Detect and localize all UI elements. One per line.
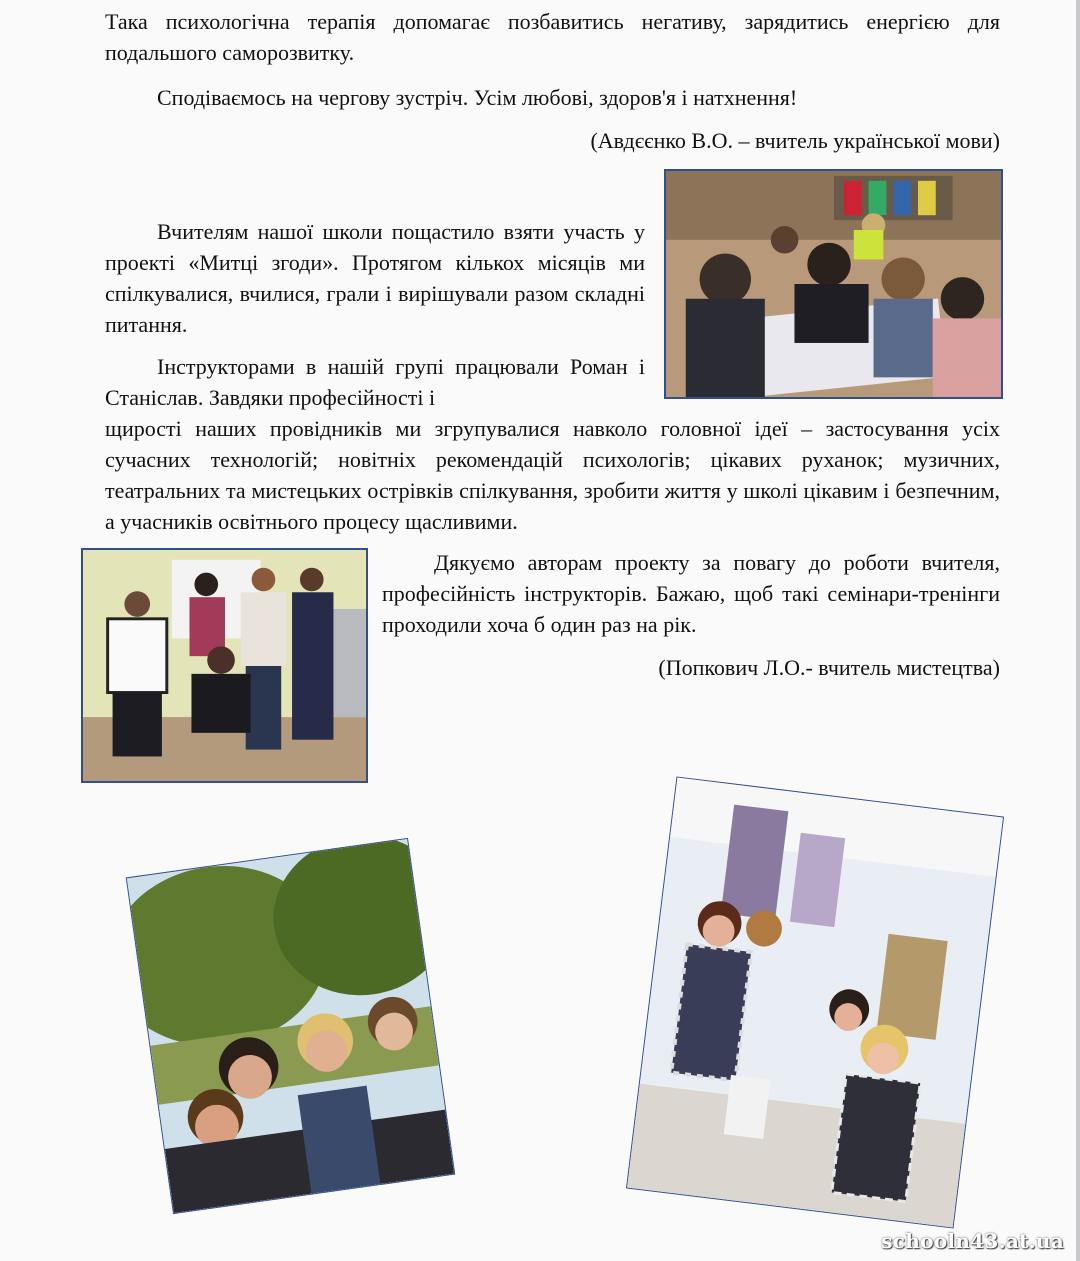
paragraph-instructors-cont: щирості наших провідників ми згрупувалися навколо головної ідеї – застосування усіх сучасних технологій; новітніх рекомендацій психологів; цікавих руханок; музичних, театральних та мистецьких острівків спілкування, зробити життя у школі цікавим і безпечним, а учасників освітнього процесу щасливими. [105,416,1000,534]
signature-popkovych: (Попкович Л.О.- вчитель мистецтва) [658,655,1000,680]
photo-group-standing [81,548,368,783]
paragraph-instructors: Інструкторами в нашій групі працювали Роман і Станіслав. Завдяки професійності і [105,354,645,410]
paragraph-gratitude: Дякуємо авторам проекту за повагу до роботи вчителя, професійність інструкторів. Бажаю, щоб такі семінари-тренінги проходили хоча б один раз на рік. [382,550,1000,637]
photo-indoor-hall [626,776,1004,1228]
site-watermark: schooln43.at.ua [881,1229,1064,1253]
paragraph-therapy: Така психологічна терапія допомагає позбавитись негативу, зарядитись енергією для подальшого саморозвитку. [105,9,1000,65]
paragraph-project: Вчителям нашої школи пощастило взяти участь у проекті «Митці згоди». Протягом кількох місяців ми спілкувалися, вчилися, грали і вирішували разом складні питання. [105,219,645,337]
photo-outdoor-selfie [126,838,456,1214]
photo-teachers-at-table [664,169,1003,399]
signature-avdeenko: (Авдєєнко В.О. – вчитель української мови) [590,128,1000,153]
paragraph-wishes: Сподіваємось на чергову зустріч. Усім любові, здоров'я і натхнення! [157,85,798,110]
